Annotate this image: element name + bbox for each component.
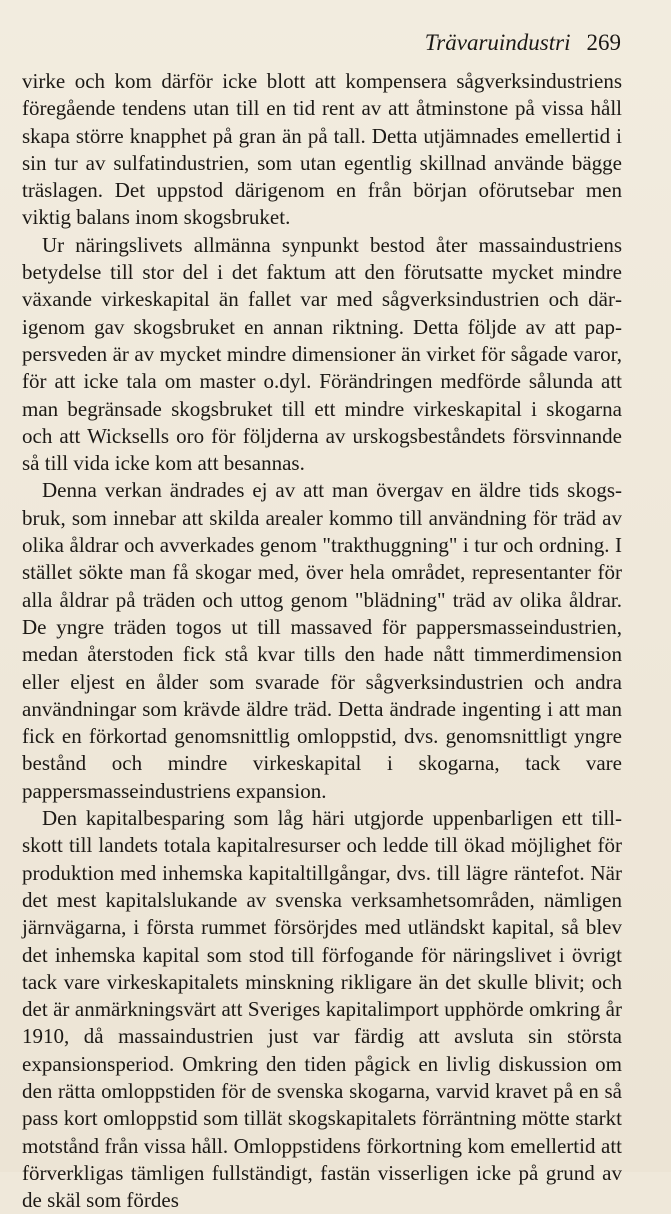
body-text <box>22 68 622 1214</box>
page-header <box>22 30 635 68</box>
page-number: 269 <box>586 30 621 55</box>
paragraph: Ur näringslivets allmänna synpunkt bestod åter massaindustriens betydelse till stor del i det faktum att den förutsatte mycket mindre växande virkeskapital än fallet var med sågverksindustrien och därigenom gav skogsbruket en annan riktning. Detta följde av att pappersveden är av mycket mindre dimensioner än virket för sågade varor, för att icke tala om master o.dyl. Förändringen medförde sålunda att man begränsade skogsbruket till ett mindre virkeskapital i skogarna och att Wicksells oro för följderna av urskogsbeståndets försvinnande så till vida icke kom att besannas. <box>22 232 622 476</box>
paragraph: virke och kom därför icke blott att kompensera sågverksindustriens föregående tendens utan till en tid rent av att åtminstone på vissa håll skapa större knapphet på gran än på tall. Detta utjämnades emellertid i sin tur av sulfatindustrien, som utan egentlig skillnad använde bägge träslagen. Det uppstod därigenom en från början oförutsebar men viktig balans inom skogsbruket. <box>22 69 622 230</box>
paragraph: Denna verkan ändrades ej av att man övergav en äldre tids skogsbruk, som innebar att skilda arealer kommo till användning för träd av olika åldrar och avverkades genom "trakthuggning" i tur och ordning. I stället sökte man få skogar med, över hela området, representanter för alla åldrar på träden och uttog genom "blädning" träd av olika åldrar. De yngre träden togos ut till massaved för pappersmasseindustrien, medan återstoden fick stå kvar tills den hade nått timmerdimension eller eljest en ålder som svarade för sågverksindustrien och andra användningar som krävde äldre träd. Detta ändrade ingenting i att man fick en förkortad genomsnittlig omloppstid, dvs. genomsnittligt yngre bestånd och mindre virkeskapital i skogarna, tack vare pappersmasseindustriens expansion. <box>22 478 622 803</box>
paragraph: Den kapitalbesparing som låg häri utgjorde uppenbarligen ett tillskott till landets totala kapitalresurser och ledde till ökad möjlighet för produktion med inhemska kapitaltillgångar, dvs. till lägre räntefot. När det mest kapitalslukande av svenska verksamhetsområden, nämligen järnvägarna, i första rummet försörjdes med utländskt kapital, så blev det inhemska kapital som stod till förfogande för näringslivet i övrigt tack vare virkeskapitalets minskning rikligare än det skulle blivit; och det är anmärkningsvärt att Sveriges kapitalimport upphörde omkring år 1910, då massaindustrien just var färdig att avsluta sin största expansionsperiod. Omkring den tiden pågick en livlig diskussion om den rätta omloppstiden för de svenska skogarna, varvid kravet på en så pass kort omloppstid som tillät skogskapitalets förräntning mötte starkt motstånd från vissa håll. Omloppstidens förkortning kom emellertid att förverkligas tämligen fullständigt, fastän visserligen icke på grund av de skäl som fördes <box>22 806 622 1213</box>
running-title: Trävaruindustri <box>424 30 571 55</box>
